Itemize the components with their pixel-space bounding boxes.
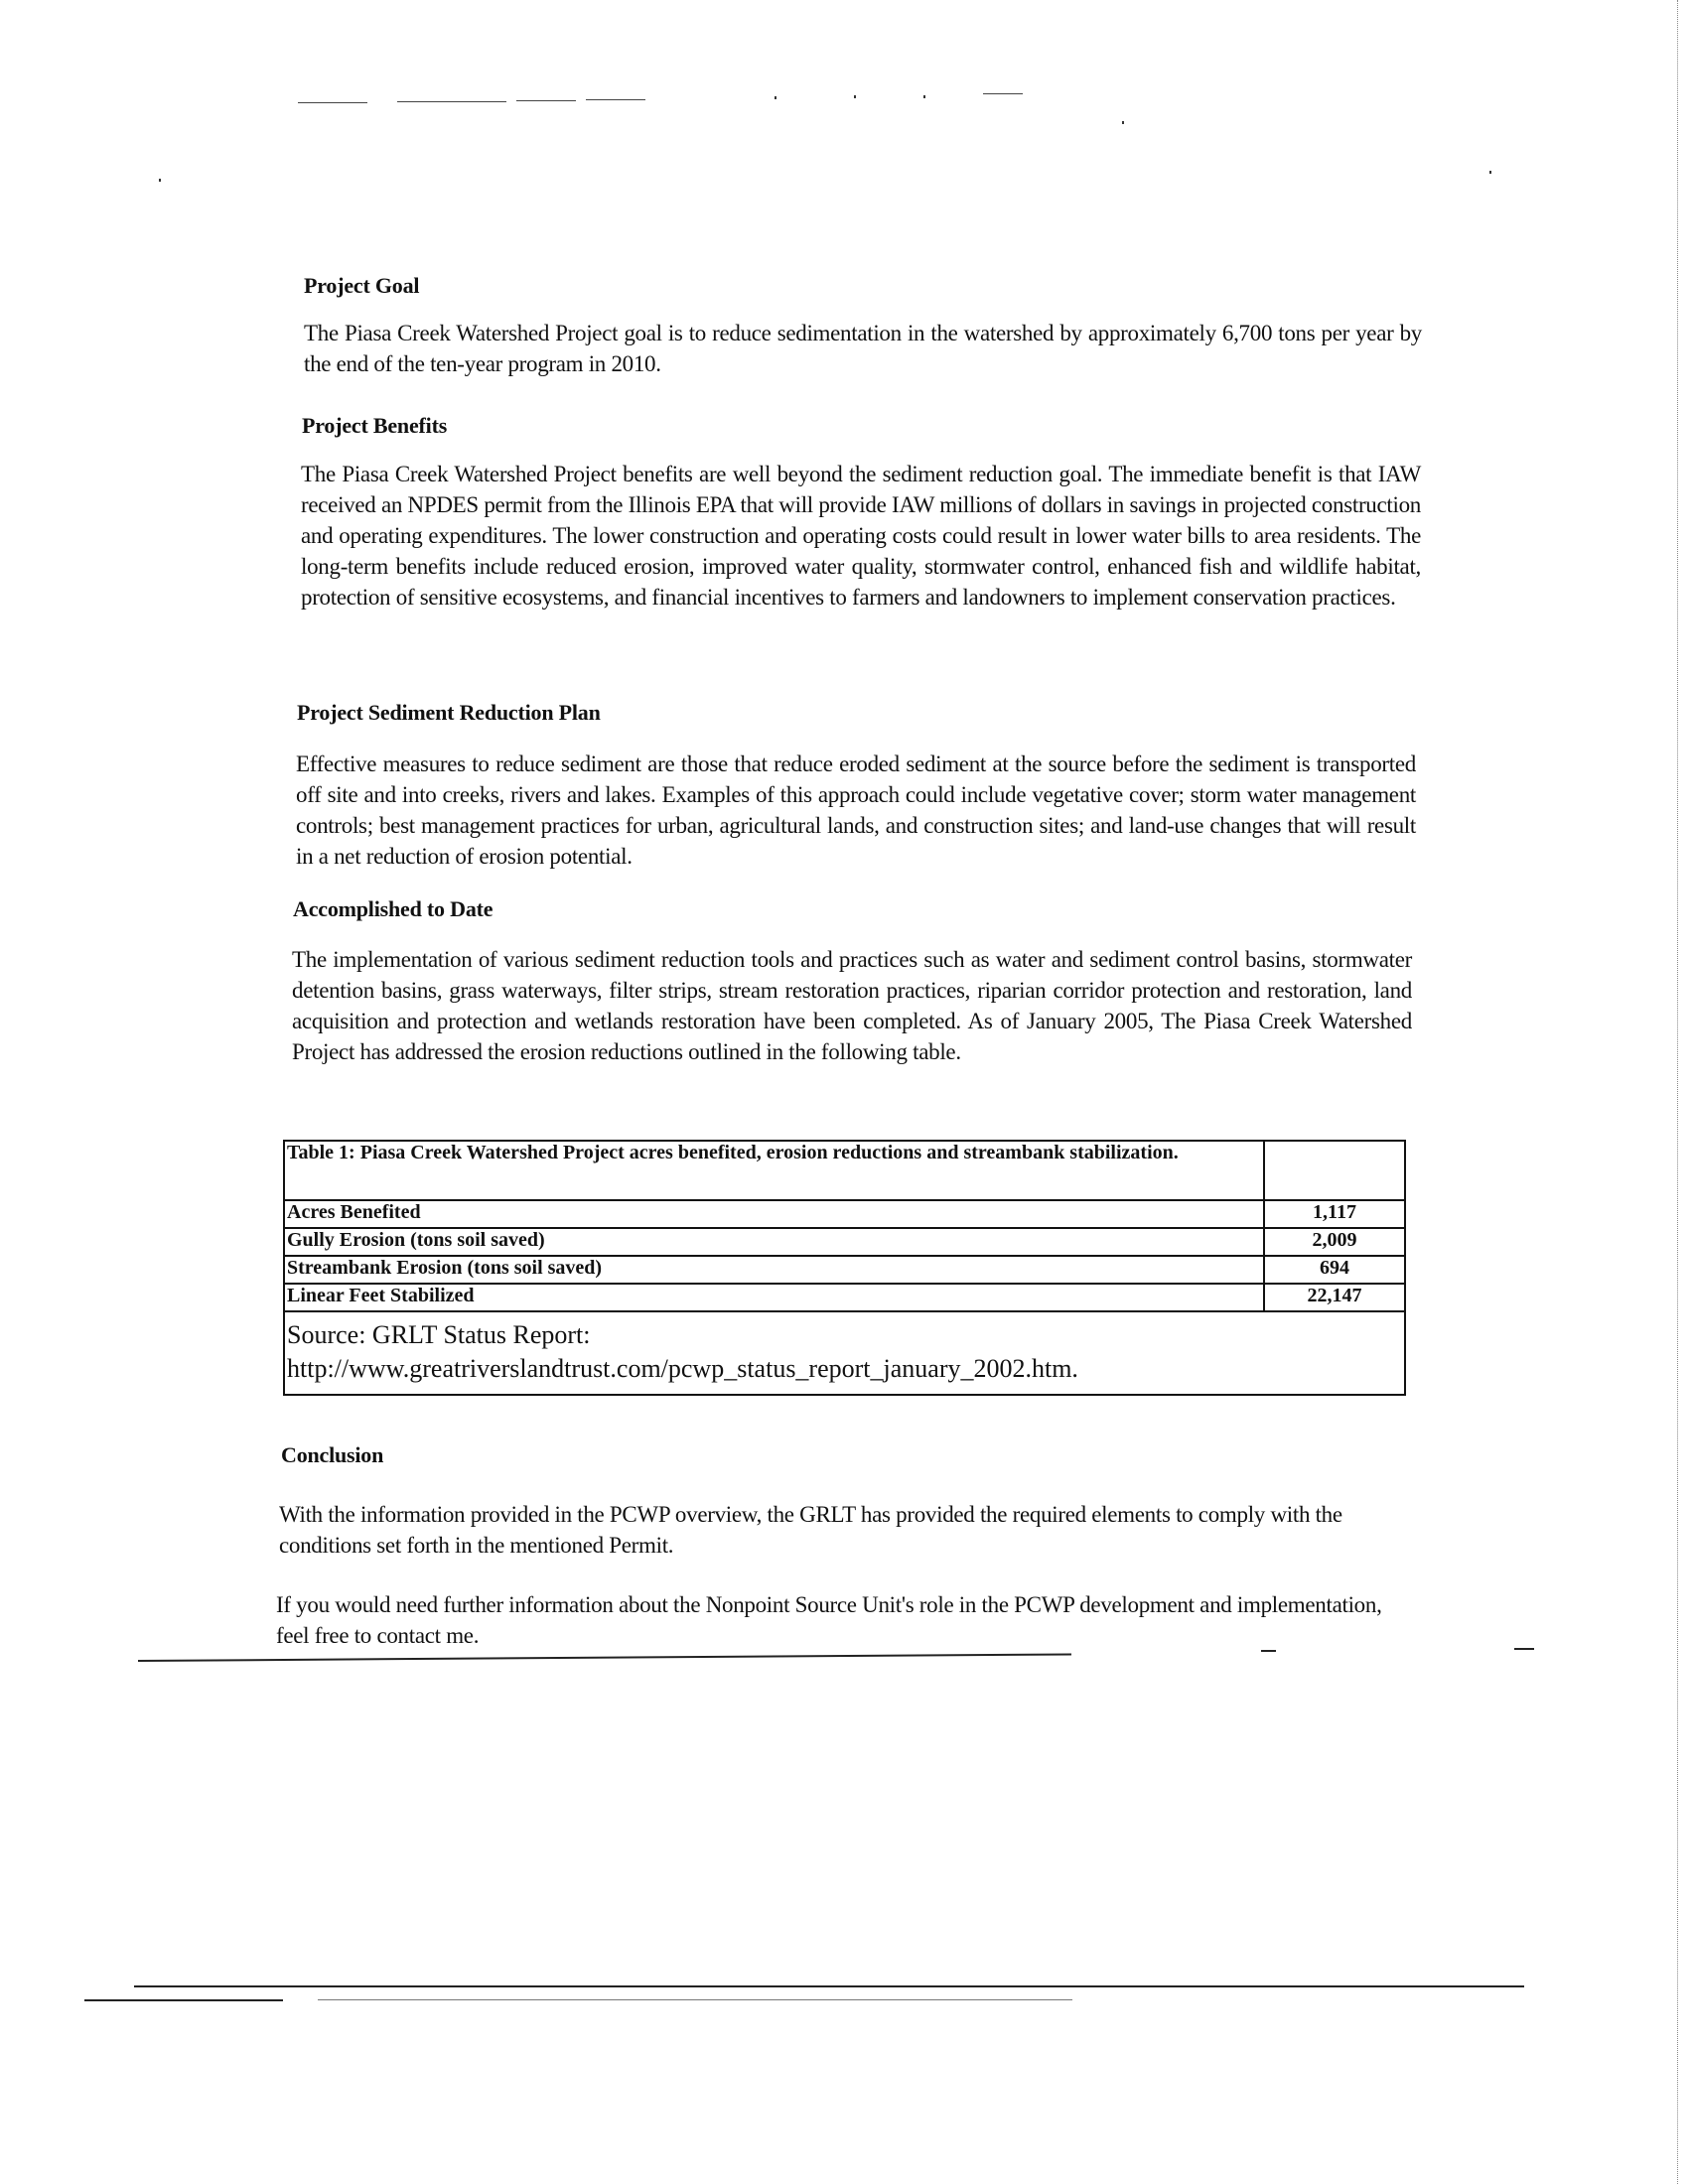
row-label: Streambank Erosion (tons soil saved) — [284, 1256, 1264, 1284]
heading-sediment-reduction-plan: Project Sediment Reduction Plan — [297, 700, 601, 725]
heading-accomplished-to-date: Accomplished to Date — [293, 896, 494, 921]
scan-artifact — [586, 99, 645, 100]
table-erosion-reductions — [283, 1140, 1406, 1396]
scan-speck — [923, 95, 925, 98]
scan-artifact — [1514, 1648, 1534, 1650]
divider-line — [138, 1653, 1071, 1662]
row-value: 22,147 — [1264, 1284, 1405, 1311]
table-row — [284, 1256, 1405, 1284]
paragraph-project-benefits: The Piasa Creek Watershed Project benefits are well beyond the sediment reduction goal. The immediate benefit is that IAW received an NPDES permit from the Illinois EPA that will provide IAW millions of dollars in savings in projected construction and operating expenditures. The lower construction and operating costs could result in lower water bills to area residents. The long-term benefits include reduced erosion, improved water quality, stormwater control, enhanced fish and wildlife habitat, protection of sensitive ecosystems, and financial incentives to farmers and landowners to implement conservation practices. — [301, 462, 1421, 610]
scan-artifact — [298, 102, 367, 103]
heading-project-benefits: Project Benefits — [302, 413, 448, 438]
scan-edge — [1677, 0, 1678, 2184]
source-url: http://www.greatriverslandtrust.com/pcwp_status_report_january_2002.htm. — [287, 1354, 1078, 1383]
scan-speck — [159, 179, 161, 182]
row-value: 1,117 — [1264, 1200, 1405, 1228]
paragraph-conclusion: With the information provided in the PCWP overview, the GRLT has provided the required elements to comply with the conditions set forth in the mentioned Permit. — [279, 1502, 1342, 1558]
paragraph-sediment-reduction-plan: Effective measures to reduce sediment are those that reduce eroded sediment at the source before the sediment is transported off site and into creeks, rivers and lakes. Examples of this approach could include vegetative cover; storm water management controls; best management practices for urban, agricultural lands, and construction sites; and land-use changes that will result in a net reduction of erosion potential. — [296, 751, 1416, 869]
row-label: Linear Feet Stabilized — [284, 1284, 1264, 1311]
heading-project-goal: Project Goal — [304, 273, 420, 298]
table-row — [284, 1200, 1405, 1228]
scan-speck — [854, 95, 856, 98]
scan-speck — [775, 96, 776, 99]
row-label: Acres Benefited — [284, 1200, 1264, 1228]
table-source-row — [284, 1311, 1405, 1395]
table-caption-row — [284, 1141, 1405, 1200]
table-row — [284, 1284, 1405, 1311]
paragraph-contact: If you would need further information about the Nonpoint Source Unit's role in the PCWP development and implementation, feel free to contact me. — [276, 1592, 1382, 1648]
divider-line — [84, 1999, 283, 2001]
table-source — [284, 1311, 1405, 1395]
table-row — [284, 1228, 1405, 1256]
scan-artifact — [318, 1999, 1072, 2000]
heading-conclusion: Conclusion — [281, 1442, 384, 1467]
paragraph-project-goal: The Piasa Creek Watershed Project goal is to reduce sedimentation in the watershed by approximately 6,700 tons per year by the end of the ten-year program in 2010. — [304, 321, 1422, 376]
scan-speck — [1122, 121, 1124, 124]
scan-artifact — [397, 101, 506, 102]
row-value: 694 — [1264, 1256, 1405, 1284]
divider-line — [134, 1985, 1524, 1987]
source-label: Source: GRLT Status Report: — [287, 1320, 591, 1349]
table-caption-empty-cell — [1264, 1141, 1405, 1200]
row-value: 2,009 — [1264, 1228, 1405, 1256]
scan-artifact — [983, 93, 1023, 94]
paragraph-accomplished-to-date: The implementation of various sediment reduction tools and practices such as water and sediment control basins, stormwater detention basins, grass waterways, filter strips, stream restoration practices, riparian corridor protection and restoration, land acquisition and protection and wetlands restoration have been completed. As of January 2005, The Piasa Creek Watershed Project has addressed the erosion reductions outlined in the following table. — [292, 947, 1412, 1064]
table-caption: Table 1: Piasa Creek Watershed Project acres benefited, erosion reductions and streambank stabilization. — [284, 1141, 1264, 1200]
row-label: Gully Erosion (tons soil saved) — [284, 1228, 1264, 1256]
scan-speck — [1489, 171, 1491, 174]
scan-artifact — [516, 100, 576, 101]
scan-artifact — [1261, 1650, 1276, 1652]
